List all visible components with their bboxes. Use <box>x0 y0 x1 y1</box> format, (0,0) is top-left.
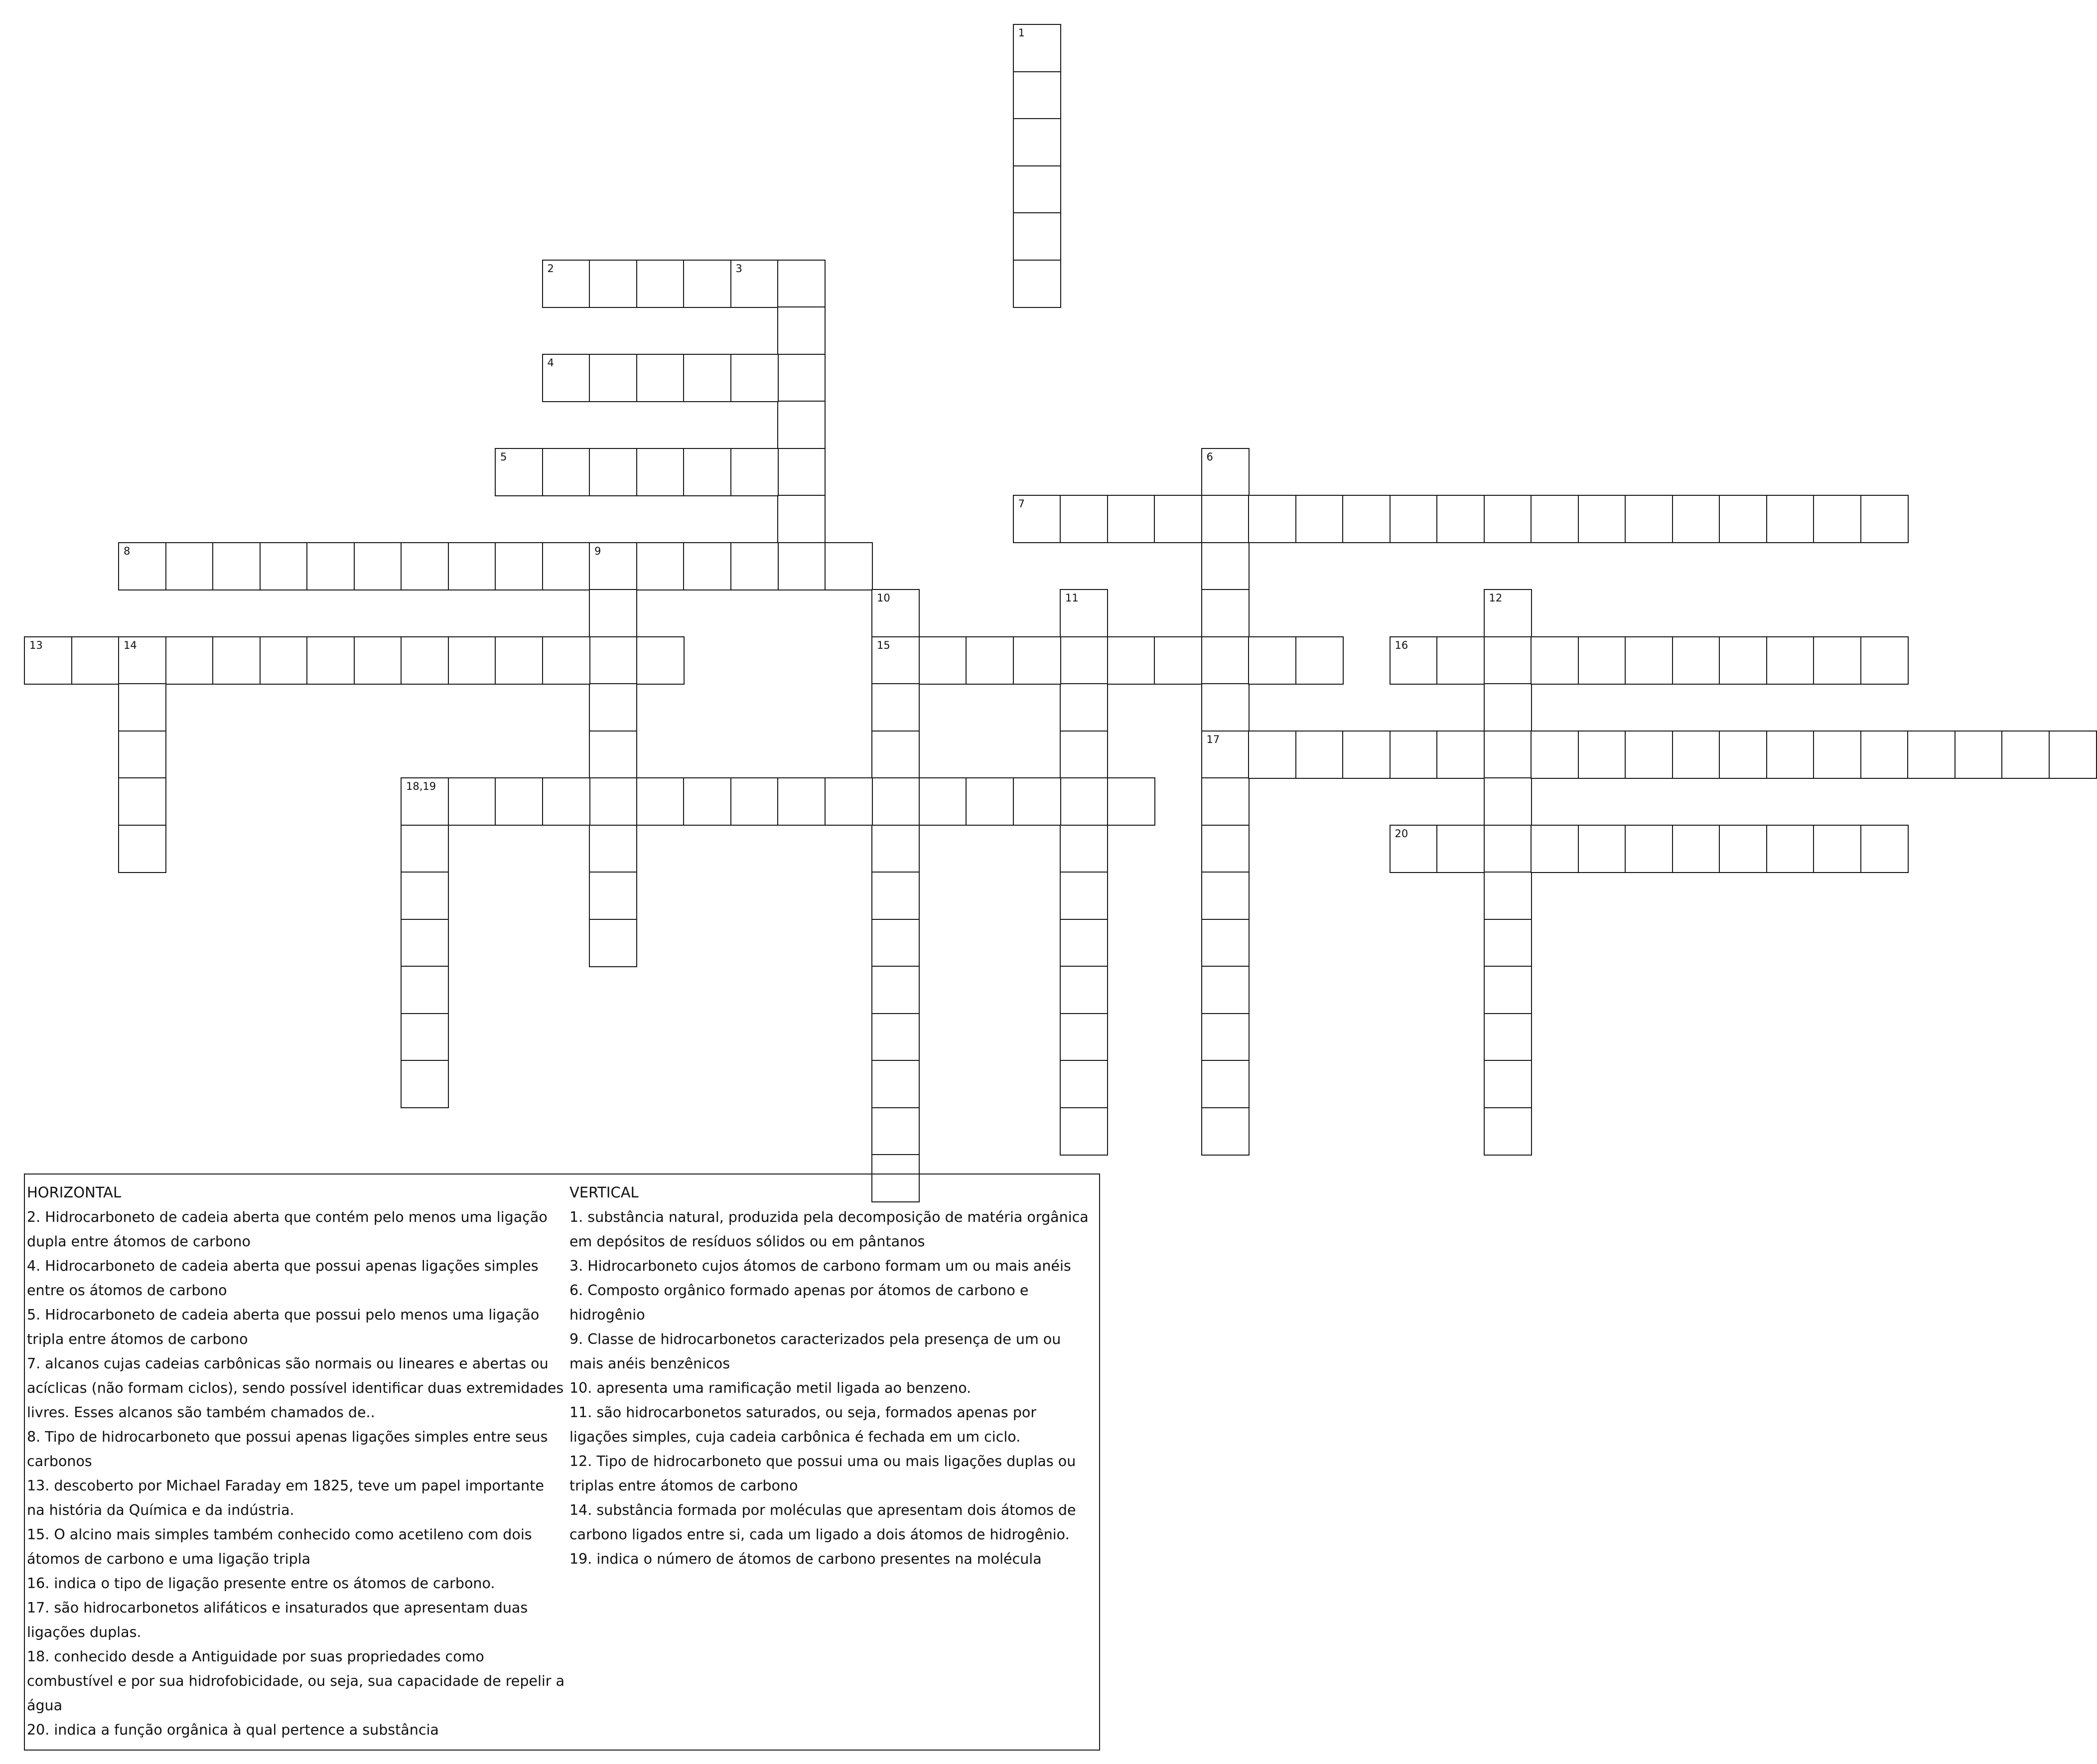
clue-number: 10 <box>877 592 890 604</box>
crossword-cell[interactable] <box>1625 495 1673 543</box>
crossword-cell[interactable] <box>871 919 920 967</box>
crossword-cell[interactable] <box>1484 731 1532 779</box>
crossword-cell[interactable] <box>636 354 685 402</box>
vertical-clue-3: 3. Hidrocarboneto cujos átomos de carbono formam um ou mais anéis <box>569 1258 1071 1274</box>
crossword-cell[interactable] <box>1060 636 1108 685</box>
clue-number: 7 <box>1018 498 1025 510</box>
crossword-cell[interactable] <box>1484 825 1532 873</box>
crossword-cell[interactable] <box>1107 636 1155 685</box>
crossword-cell[interactable] <box>1013 24 1061 72</box>
crossword-cell[interactable] <box>1013 165 1061 214</box>
crossword-cell[interactable] <box>777 401 826 449</box>
crossword-cell[interactable] <box>118 542 166 590</box>
clue-number: 6 <box>1206 450 1213 463</box>
vertical-clue-11: 11. são hidrocarbonetos saturados, ou seja, formados apenas por ligações simples, cuja cadeia carbônica é fechada em um ciclo. <box>569 1404 1037 1445</box>
horizontal-clue-16: 16. indica o tipo de ligação presente entre os átomos de carbono. <box>27 1575 495 1592</box>
crossword-cell[interactable] <box>1625 731 1673 779</box>
crossword-cell[interactable] <box>1201 777 1250 826</box>
crossword-cell[interactable] <box>1531 731 1579 779</box>
clue-number: 12 <box>1489 592 1503 604</box>
crossword-cell[interactable] <box>683 777 731 826</box>
crossword-cell[interactable] <box>1719 495 1767 543</box>
crossword-cell[interactable] <box>1436 825 1485 873</box>
crossword-cell[interactable] <box>1201 542 1250 590</box>
clue-number: 8 <box>124 545 131 557</box>
vertical-clue-9: 9. Classe de hidrocarbonetos caracterizados pela presença de um ou mais anéis benzênicos <box>569 1331 1061 1372</box>
clue-number: 4 <box>547 356 554 369</box>
crossword-cell[interactable] <box>1201 731 1250 779</box>
crossword-cell[interactable] <box>1766 495 1815 543</box>
crossword-cell[interactable] <box>777 306 826 355</box>
crossword-cell[interactable] <box>401 1060 449 1108</box>
crossword-cell[interactable] <box>871 872 920 920</box>
crossword-cell[interactable] <box>1766 636 1815 685</box>
crossword-cell[interactable] <box>1719 825 1767 873</box>
crossword-cell[interactable] <box>165 542 214 590</box>
crossword-cell[interactable] <box>589 542 637 590</box>
crossword-cell[interactable] <box>401 542 449 590</box>
crossword-cell[interactable] <box>448 636 496 685</box>
crossword-cell[interactable] <box>1484 1060 1532 1108</box>
crossword-cell[interactable] <box>542 448 590 496</box>
crossword-cell[interactable] <box>260 636 308 685</box>
horizontal-clues-column <box>25 1180 565 1742</box>
crossword-cell[interactable] <box>1484 777 1532 826</box>
crossword-cell[interactable] <box>871 1107 920 1156</box>
crossword-cell[interactable] <box>1813 731 1861 779</box>
crossword-cell[interactable] <box>636 542 685 590</box>
crossword-cell[interactable] <box>212 542 261 590</box>
crossword-cell[interactable] <box>1531 825 1579 873</box>
crossword-cell[interactable] <box>589 260 637 308</box>
crossword-cell[interactable] <box>1484 589 1532 637</box>
crossword-cell[interactable] <box>118 731 166 779</box>
crossword-cell[interactable] <box>871 777 920 826</box>
horizontal-clue-5: 5. Hidrocarboneto de cadeia aberta que possui pelo menos uma ligação tripla entre átomos de carbono <box>27 1307 540 1347</box>
crossword-cell[interactable] <box>1248 731 1296 779</box>
crossword-cell[interactable] <box>589 589 637 637</box>
crossword-cell[interactable] <box>683 448 731 496</box>
crossword-cell[interactable] <box>1955 731 2003 779</box>
crossword-cell[interactable] <box>589 872 637 920</box>
clue-number: 14 <box>124 639 137 651</box>
crossword-cell[interactable] <box>871 636 920 685</box>
crossword-cell[interactable] <box>1672 825 1720 873</box>
crossword-cell[interactable] <box>871 1013 920 1061</box>
crossword-cell[interactable] <box>1201 495 1250 543</box>
crossword-cell[interactable] <box>825 777 873 826</box>
crossword-cell[interactable] <box>683 260 731 308</box>
crossword-cell[interactable] <box>1484 966 1532 1014</box>
crossword-cell[interactable] <box>1342 731 1391 779</box>
crossword-cell[interactable] <box>589 731 637 779</box>
crossword-cell[interactable] <box>260 542 308 590</box>
crossword-cell[interactable] <box>1201 1107 1250 1156</box>
clue-number: 17 <box>1206 733 1220 745</box>
crossword-cell[interactable] <box>871 825 920 873</box>
crossword-cell[interactable] <box>542 542 590 590</box>
crossword-grid <box>0 0 1503 1161</box>
crossword-cell[interactable] <box>683 542 731 590</box>
horizontal-clue-2: 2. Hidrocarboneto de cadeia aberta que contém pelo menos uma ligação dupla entre átomos de carbono <box>27 1209 548 1250</box>
crossword-cell[interactable] <box>1060 683 1108 732</box>
crossword-cell[interactable] <box>401 825 449 873</box>
crossword-cell[interactable] <box>306 542 355 590</box>
crossword-cell[interactable] <box>1013 777 1061 826</box>
crossword-cell[interactable] <box>1813 636 1861 685</box>
horizontal-clue-18: 18. conhecido desde a Antiguidade por suas propriedades como combustível e por sua hidrofobicidade, ou seja, sua capacidade de repelir a água <box>27 1648 565 1714</box>
crossword-cell[interactable] <box>401 966 449 1014</box>
crossword-cell[interactable] <box>495 448 543 496</box>
crossword-cell[interactable] <box>542 777 590 826</box>
crossword-cell[interactable] <box>1060 495 1108 543</box>
crossword-cell[interactable] <box>401 872 449 920</box>
crossword-cell[interactable] <box>1484 1013 1532 1061</box>
crossword-cell[interactable] <box>1813 825 1861 873</box>
crossword-cell[interactable] <box>1766 731 1815 779</box>
crossword-cell[interactable] <box>1013 118 1061 166</box>
crossword-cell[interactable] <box>1107 495 1155 543</box>
crossword-cell[interactable] <box>1295 731 1344 779</box>
crossword-cell[interactable] <box>777 260 826 308</box>
horizontal-heading: HORIZONTAL <box>27 1184 122 1201</box>
crossword-cell[interactable] <box>1484 1107 1532 1156</box>
crossword-cell[interactable] <box>1719 731 1767 779</box>
crossword-cell[interactable] <box>1154 495 1202 543</box>
crossword-cell[interactable] <box>636 636 685 685</box>
crossword-cell[interactable] <box>448 777 496 826</box>
crossword-cell[interactable] <box>1013 495 1061 543</box>
crossword-cell[interactable] <box>1013 260 1061 308</box>
crossword-cell[interactable] <box>1860 495 1909 543</box>
crossword-cell[interactable] <box>1484 919 1532 967</box>
crossword-cell[interactable] <box>1060 589 1108 637</box>
crossword-cell[interactable] <box>2049 731 2097 779</box>
vertical-clue-1: 1. substância natural, produzida pela decomposição de matéria orgânica em depósitos de resíduos sólidos ou em pântanos <box>569 1209 1089 1250</box>
clue-number: 11 <box>1065 592 1079 604</box>
crossword-cell[interactable] <box>1060 966 1108 1014</box>
crossword-cell[interactable] <box>401 1013 449 1061</box>
crossword-cell[interactable] <box>1578 636 1626 685</box>
crossword-cell[interactable] <box>1060 1013 1108 1061</box>
crossword-cell[interactable] <box>1578 495 1626 543</box>
crossword-cell[interactable] <box>1201 1060 1250 1108</box>
crossword-cell[interactable] <box>1201 966 1250 1014</box>
crossword-cell[interactable] <box>24 636 72 685</box>
crossword-cell[interactable] <box>1060 919 1108 967</box>
crossword-cell[interactable] <box>165 636 214 685</box>
crossword-cell[interactable] <box>495 636 543 685</box>
clue-number: 9 <box>594 545 601 557</box>
crossword-cell[interactable] <box>1107 777 1155 826</box>
crossword-cell[interactable] <box>1201 683 1250 732</box>
crossword-cell[interactable] <box>1625 825 1673 873</box>
crossword-cell[interactable] <box>777 448 826 496</box>
crossword-cell[interactable] <box>1390 731 1438 779</box>
crossword-cell[interactable] <box>1060 1060 1108 1108</box>
crossword-cell[interactable] <box>542 260 590 308</box>
crossword-cell[interactable] <box>871 731 920 779</box>
crossword-cell[interactable] <box>1390 495 1438 543</box>
crossword-cell[interactable] <box>495 777 543 826</box>
crossword-cell[interactable] <box>777 542 826 590</box>
crossword-cell[interactable] <box>495 542 543 590</box>
crossword-cell[interactable] <box>1201 825 1250 873</box>
crossword-cell[interactable] <box>589 825 637 873</box>
crossword-cell[interactable] <box>1201 919 1250 967</box>
crossword-cell[interactable] <box>1342 495 1391 543</box>
crossword-cell[interactable] <box>1436 731 1485 779</box>
crossword-cell[interactable] <box>401 636 449 685</box>
crossword-cell[interactable] <box>589 448 637 496</box>
crossword-cell[interactable] <box>919 636 967 685</box>
crossword-cell[interactable] <box>2001 731 2050 779</box>
crossword-cell[interactable] <box>1248 495 1296 543</box>
crossword-cell[interactable] <box>589 636 637 685</box>
crossword-cell[interactable] <box>589 919 637 967</box>
crossword-cell[interactable] <box>777 777 826 826</box>
crossword-cell[interactable] <box>401 919 449 967</box>
crossword-cell[interactable] <box>1672 495 1720 543</box>
crossword-cell[interactable] <box>1907 731 1956 779</box>
crossword-cell[interactable] <box>1060 777 1108 826</box>
crossword-cell[interactable] <box>730 542 779 590</box>
horizontal-clue-13: 13. descoberto por Michael Faraday em 1825, teve um papel importante na história da Química e da indústria. <box>27 1477 544 1518</box>
horizontal-clue-15: 15. O alcino mais simples também conhecido como acetileno com dois átomos de carbono e uma ligação tripla <box>27 1526 532 1567</box>
crossword-cell[interactable] <box>1013 212 1061 261</box>
horizontal-clue-17: 17. são hidrocarbonetos alifáticos e insaturados que apresentam duas ligações duplas. <box>27 1600 528 1640</box>
clue-number: 16 <box>1395 639 1408 651</box>
crossword-cell[interactable] <box>1060 825 1108 873</box>
crossword-cell[interactable] <box>777 495 826 543</box>
crossword-cell[interactable] <box>871 966 920 1014</box>
crossword-cell[interactable] <box>1013 71 1061 120</box>
crossword-cell[interactable] <box>966 777 1014 826</box>
crossword-cell[interactable] <box>871 1060 920 1108</box>
crossword-cell[interactable] <box>1201 448 1250 496</box>
crossword-cell[interactable] <box>1201 872 1250 920</box>
crossword-cell[interactable] <box>1719 636 1767 685</box>
crossword-cell[interactable] <box>118 777 166 826</box>
crossword-cell[interactable] <box>1578 731 1626 779</box>
crossword-cell[interactable] <box>71 636 120 685</box>
crossword-cell[interactable] <box>636 260 685 308</box>
crossword-cell[interactable] <box>448 542 496 590</box>
crossword-cell[interactable] <box>871 683 920 732</box>
crossword-cell[interactable] <box>1060 731 1108 779</box>
crossword-cell[interactable] <box>730 448 779 496</box>
horizontal-clue-8: 8. Tipo de hidrocarboneto que possui apenas ligações simples entre seus carbonos <box>27 1429 548 1470</box>
clue-number: 20 <box>1395 827 1408 840</box>
crossword-cell[interactable] <box>589 777 637 826</box>
clue-number: 18,19 <box>406 780 436 792</box>
crossword-cell[interactable] <box>777 354 826 402</box>
clue-number: 2 <box>547 262 554 275</box>
crossword-cell[interactable] <box>589 354 637 402</box>
crossword-cell[interactable] <box>1860 731 1909 779</box>
crossword-cell[interactable] <box>1295 636 1344 685</box>
crossword-cell[interactable] <box>1813 495 1861 543</box>
crossword-cell[interactable] <box>354 542 402 590</box>
horizontal-clue-4: 4. Hidrocarboneto de cadeia aberta que possui apenas ligações simples entre os átomos de carbono <box>27 1258 539 1299</box>
crossword-cell[interactable] <box>1436 495 1485 543</box>
clue-number: 5 <box>500 450 507 463</box>
crossword-cell[interactable] <box>1248 636 1296 685</box>
vertical-clues-column <box>569 1180 1095 1571</box>
crossword-cell[interactable] <box>825 542 873 590</box>
crossword-cell[interactable] <box>1531 636 1579 685</box>
crossword-cell[interactable] <box>306 636 355 685</box>
clue-number: 3 <box>735 262 742 275</box>
crossword-cell[interactable] <box>1295 495 1344 543</box>
crossword-cell[interactable] <box>1672 636 1720 685</box>
vertical-clue-10: 10. apresenta uma ramificação metil ligada ao benzeno. <box>569 1380 972 1396</box>
crossword-cell[interactable] <box>1060 1107 1108 1156</box>
crossword-cell[interactable] <box>1201 1013 1250 1061</box>
crossword-cell[interactable] <box>1578 825 1626 873</box>
crossword-cell[interactable] <box>118 636 166 685</box>
crossword-cell[interactable] <box>1860 825 1909 873</box>
crossword-cell[interactable] <box>1484 872 1532 920</box>
crossword-cell[interactable] <box>589 683 637 732</box>
vertical-clue-12: 12. Tipo de hidrocarboneto que possui uma ou mais ligações duplas ou triplas entre átomos de carbono <box>569 1453 1076 1494</box>
crossword-cell[interactable] <box>636 777 685 826</box>
crossword-cell[interactable] <box>1531 495 1579 543</box>
crossword-cell[interactable] <box>1484 683 1532 732</box>
crossword-cell[interactable] <box>1766 825 1815 873</box>
crossword-cell[interactable] <box>1390 636 1438 685</box>
clues-panel <box>24 1174 1100 1751</box>
vertical-clue-19: 19. indica o número de átomos de carbono presentes na molécula <box>569 1551 1042 1567</box>
crossword-cell[interactable] <box>919 777 967 826</box>
vertical-clue-6: 6. Composto orgânico formado apenas por átomos de carbono e hidrogênio <box>569 1282 1029 1323</box>
crossword-cell[interactable] <box>118 825 166 873</box>
crossword-cell[interactable] <box>730 354 779 402</box>
crossword-cell[interactable] <box>1436 636 1485 685</box>
crossword-cell[interactable] <box>1201 589 1250 637</box>
crossword-cell[interactable] <box>871 589 920 637</box>
crossword-cell[interactable] <box>966 636 1014 685</box>
crossword-cell[interactable] <box>354 636 402 685</box>
crossword-cell[interactable] <box>1013 636 1061 685</box>
vertical-heading: VERTICAL <box>569 1184 639 1201</box>
crossword-cell[interactable] <box>1484 495 1532 543</box>
crossword-cell[interactable] <box>118 683 166 732</box>
crossword-cell[interactable] <box>1154 636 1202 685</box>
crossword-cell[interactable] <box>683 354 731 402</box>
crossword-cell[interactable] <box>212 636 261 685</box>
clue-number: 15 <box>877 639 890 651</box>
vertical-clue-14: 14. substância formada por moléculas que apresentam dois átomos de carbono ligados entre si, cada um ligado a dois átomos de hidrogênio. <box>569 1502 1076 1543</box>
crossword-cell[interactable] <box>401 777 449 826</box>
clue-number: 1 <box>1018 27 1025 39</box>
crossword-cell[interactable] <box>730 260 779 308</box>
crossword-cell[interactable] <box>730 777 779 826</box>
crossword-cell[interactable] <box>542 636 590 685</box>
crossword-cell[interactable] <box>1860 636 1909 685</box>
crossword-cell[interactable] <box>1060 872 1108 920</box>
crossword-cell[interactable] <box>1625 636 1673 685</box>
clue-number: 13 <box>29 639 43 651</box>
crossword-cell[interactable] <box>1201 636 1250 685</box>
crossword-cell[interactable] <box>1390 825 1438 873</box>
horizontal-clue-20: 20. indica a função orgânica à qual pertence a substância <box>27 1722 439 1738</box>
horizontal-clue-7: 7. alcanos cujas cadeias carbônicas são normais ou lineares e abertas ou acíclicas (não formam ciclos), sendo possível identificar duas extremidades livres. Esses alcanos são também chamados de.. <box>27 1355 564 1421</box>
crossword-cell[interactable] <box>1484 636 1532 685</box>
crossword-cell[interactable] <box>636 448 685 496</box>
crossword-cell[interactable] <box>1672 731 1720 779</box>
crossword-cell[interactable] <box>542 354 590 402</box>
